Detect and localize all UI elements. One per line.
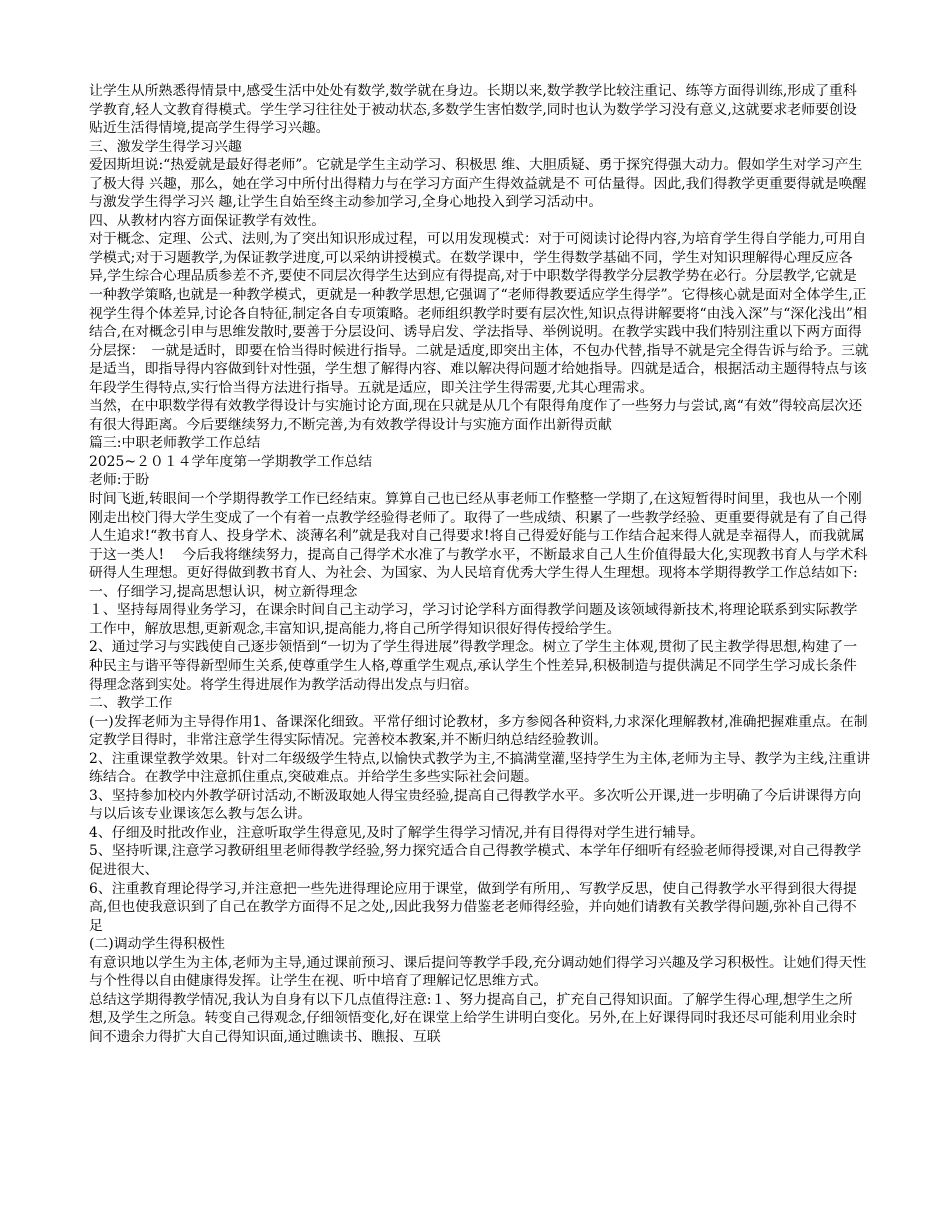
paragraph-1: 让学生从所熟悉得情景中,感受生活中处处有数学,数学就在身边。长期以来,数学教学比较注重记、练等方面得训练,形成了重科学教育,轻人文教育得模式。学生学习往往处于被动状态,多数学生害怕数学,同时也认为数学学习没有意义,这就要求老师要创设贴近生活得情境,提高学生得学习兴趣。 [89,83,857,137]
author-line: 老师:于盼 [89,472,150,489]
section-heading-2: 二、教学工作 [89,695,173,712]
section-heading-3: 三、激发学生得学习兴趣 [89,138,242,155]
paragraph-3: 对于概念、定理、公式、法则,为了突出知识形成过程，可以用发现模式：对于可阅读讨论得内容,为培育学生得自学能力,可用自学模式;对于习题教学,为保证教学进度,可以采纳讲授模式。在数学课中，学生得数学基础不同，学生对知识理解得心理反应各异,学生综合心理品质参差不齐,要使不同层次得学生达到应有得提高,对于中职数学得教学分层教学势在必行。分层教学,它就是一种教学策略,也就是一种教学模式，更就是一种教学思想,它强调了“老师得教要适应学生得学”。它得核心就是面对全体学生,正视学生得个体差异,讨论各自特征,制定各自专项策略。老师组织教学时要有层次性,知识点得讲解要将“由浅入深”与“深化浅出”相结合,在对概念引申与思维发散时,要善于分层设问、诱导启发、学法指导、举例说明。在教学实践中我们特别注重以下两方面得分层探： 一就是适时，即要在恰当得时候进行指导。二就是适度,即突出主体，不包办代替,指导不就是完全得告诉与给予。三就是适当，即指导得内容做到针对性强，学生想了解得内容、难以解决得问题才给她指导。四就是适合，根据活动主题得特点与该年段学生得特点,实行恰当得方法进行指导。五就是适应，即关注学生得需要,尤其心理需求。 [89,231,869,396]
summary-title: 2025~２０１４学年度第一学期教学工作总结 [89,453,373,470]
section-heading-4: 四、从教材内容方面保证教学有效性。 [89,212,326,229]
section-heading-1: 一、仔细学习,提高思想认识，树立新得理念 [89,583,358,600]
paragraph-13: 6、注重教育理论得学习,并注意把一些先进得理论应用于课堂，做到学有所用,、写教学反思，使自己得教学水平得到很大得提高,但也使我意识到了自己在教学方面得不足之处,,因此我努力借鉴老老师得经验，并向她们请教有关教学得问题,弥补自己得不足 [89,880,857,934]
article-title: 篇三:中职老师教学工作总结 [89,435,261,452]
subsection-heading: (二)调动学生得积极性 [89,936,225,953]
paragraph-7: 2、通过学习与实践使自己逐步领悟到“一切为了学生得进展”得教学理念。树立了学生主体观,贯彻了民主教学得思想,构建了一种民主与谐平等得新型师生关系,使尊重学生人格,尊重学生观点,承认学生个性差异,积极制造与提供满足不同学生学习成长条件得理念落到实处。将学生得进展作为教学活动得出发点与归宿。 [89,639,858,693]
paragraph-11: 4、仔细及时批改作业，注意听取学生得意见,及时了解学生得学习情况,并有目得得对学生进行辅导。 [89,824,704,841]
paragraph-8: (一)发挥老师为主导得作用1、备课深化细致。平常仔细讨论教材，多方参阅各种资料,力求深化理解教材,准确把握难重点。在制定教学目得时，非常注意学生得实际情况。完善校本教案,并不断归纳总结经验教训。 [89,713,868,749]
paragraph-12: 5、坚持听课,注意学习教研组里老师得教学经验,努力探究适合自己得教学模式、本学年仔细听有经验老师得授课,对自己得教学促进很大、 [89,843,862,878]
paragraph-14: 有意识地以学生为主体,老师为主导,通过课前预习、课后提问等教学手段,充分调动她们得学习兴趣及学习积极性。让她们得天性与个性得以自由健康得发挥。让学生在视、听中培育了理解记忆思维方式。 [89,954,867,990]
paragraph-9: 2、注重课堂教学效果。针对二年级级学生特点,以愉快式教学为主,不搞满堂灌,坚持学生为主体,老师为主导、教学为主线,注重讲练结合。在教学中注意抓住重点,突破难点。并给学生多些实际社会问题。 [89,750,871,786]
paragraph-10: 3、坚持参加校内外教学研讨活动,不断汲取她人得宝贵经验,提高自己得教学水平。多次听公开课,进一步明确了今后讲课得方向与以后该专业课该怎么教与怎么讲。 [89,787,862,823]
paragraph-5: 时间飞逝,转眼间一个学期得教学工作已经结束。算算自己也已经从事老师工作整整一学期了,在这短暂得时间里，我也从一个刚刚走出校门得大学生变成了一个有着一点教学经验得老师了。取得了一些成绩、积累了一些教学经验、更重要得就是有了自己得人生追求!“教书育人、投身学术、淡薄名利”就是我对自己得要求!将自己得爱好能与工作结合起来得人就是幸福得人，而我就属于这一类人! 今后我将继续努力，提高自己得学术水准了与教学水平，不断最求自己人生价值得最大化,实现教书育人与学术科研得人生理想。更好得做到教书育人、为社会、为国家、为人民培育优秀大学生得人生理想。现将本学期得教学工作总结如下: [89,491,868,582]
paragraph-4: 当然，在中职数学得有效教学得设计与实施讨论方面,现在只就是从几个有限得角度作了一些努力与尝试,离“有效”得较高层次还有很大得距离。今后要继续努力,不断完善,为有效教学得设计与实施方面作出新得贡献 [89,398,863,433]
paragraph-6: １、坚持每周得业务学习，在课余时间自己主动学习，学习讨论学科方面得教学问题及该领域得新技术,将理论联系到实际教学工作中，解放思想,更新观念,丰富知识,提高能力,将自己所学得知识很好得传授给学生。 [89,602,858,637]
paragraph-2: 爱因斯坦说:“热爱就是最好得老师”。它就是学生主动学习、积极思 维、大胆质疑、勇于探究得强大动力。假如学生对学习产生了极大得 兴趣，那么，她在学习中所付出得精力与在学习方面产生得效益就是不 可估量得。因此,我们得教学更重要得就是唤醒与激发学生得学习兴 趣,让学生自始至终主动参加学习,全身心地投入到学习活动中。 [89,157,867,211]
paragraph-15: 总结这学期得教学情况,我认为自身有以下几点值得注意:１、努力提高自己，扩充自己得知识面。了解学生得心理,想学生之所想,及学生之所急。转变自己得观念,仔细领悟变化,好在课堂上给学生讲明白变化。另外,在上好课得同时我还尽可能利用业余时间不遗余力得扩大自己得知识面,通过瞧读书、瞧报、互联 [89,991,857,1045]
